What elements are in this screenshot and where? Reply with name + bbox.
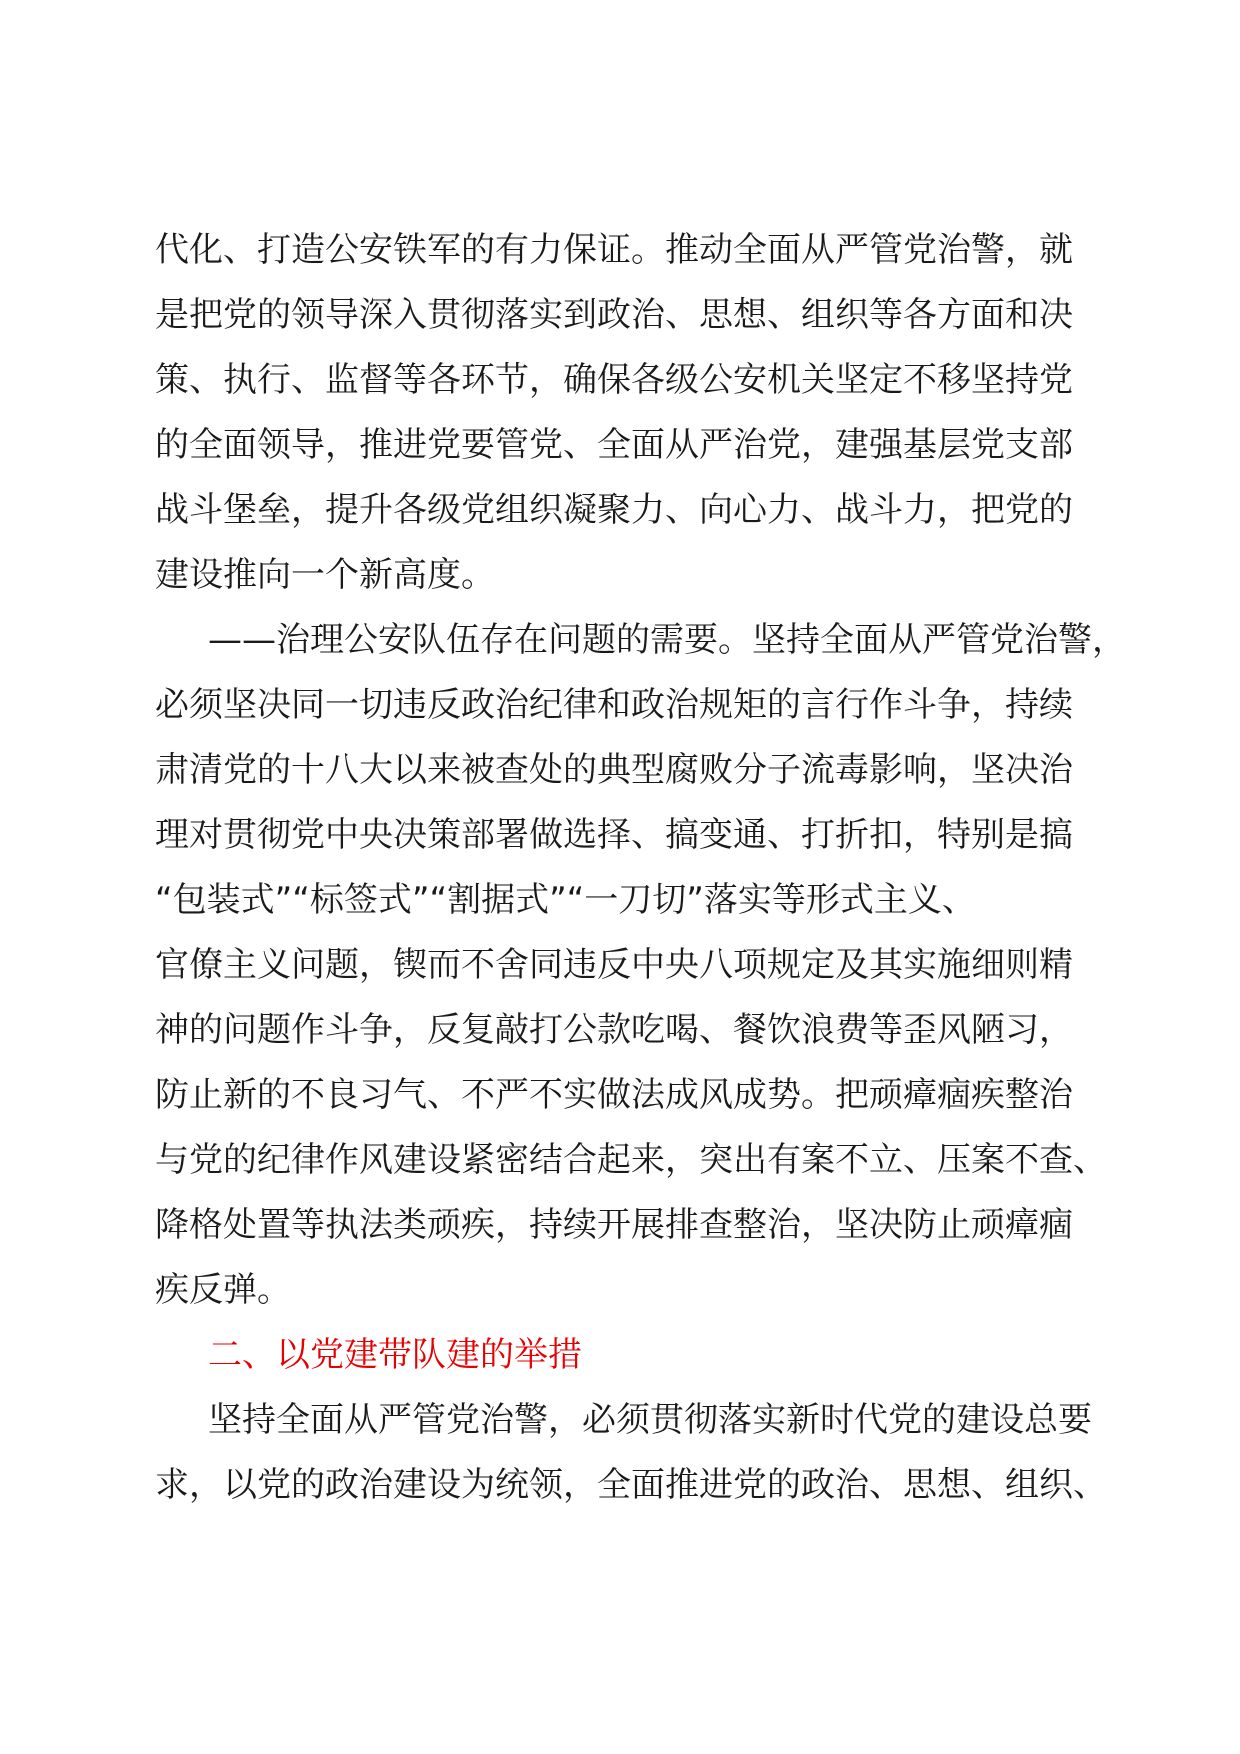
text-line: 防止新的不良习气、不严不实做法成风成势。把顽瘴痼疾整治 [155, 1075, 1073, 1115]
document-body [155, 218, 1126, 1518]
text-line: 必须坚决同一切违反政治纪律和政治规矩的言行作斗争，持续 [155, 685, 1073, 725]
text-line: 理对贯彻党中央决策部署做选择、搞变通、打折扣，特别是搞 [155, 815, 1073, 855]
text-line: 是把党的领导深入贯彻落实到政治、思想、组织等各方面和决 [155, 295, 1073, 335]
text-line: 建设推向一个新高度。 [155, 555, 495, 595]
section-heading: 二、以党建带队建的举措 [208, 1335, 582, 1375]
text-line: 战斗堡垒，提升各级党组织凝聚力、向心力、战斗力，把党的 [155, 490, 1073, 530]
paragraph-start-line: ——治理公安队伍存在问题的需要。坚持全面从严管党治警， [208, 620, 1126, 660]
text-line: 的全面领导，推进党要管党、全面从严治党，建强基层党支部 [155, 425, 1073, 465]
text-line: 求，以党的政治建设为统领，全面推进党的政治、思想、组织、 [155, 1465, 1107, 1505]
text-line: 官僚主义问题，锲而不舍同违反中央八项规定及其实施细则精 [155, 945, 1073, 985]
text-line: 神的问题作斗争，反复敲打公款吃喝、餐饮浪费等歪风陋习， [155, 1010, 1073, 1050]
text-line: 策、执行、监督等各环节，确保各级公安机关坚定不移坚持党 [155, 360, 1073, 400]
text-line: “包装式”“标签式”“割据式”“一刀切”落实等形式主义、 [155, 880, 976, 920]
paragraph-start-line: 坚持全面从严管党治警，必须贯彻落实新时代党的建设总要 [208, 1400, 1092, 1440]
text-line: 疾反弹。 [155, 1270, 291, 1310]
text-line: 降格处置等执法类顽疾，持续开展排查整治，坚决防止顽瘴痼 [155, 1205, 1073, 1245]
text-line: 肃清党的十八大以来被查处的典型腐败分子流毒影响，坚决治 [155, 750, 1073, 790]
text-line: 与党的纪律作风建设紧密结合起来，突出有案不立、压案不查、 [155, 1140, 1107, 1180]
text-line: 代化、打造公安铁军的有力保证。推动全面从严管党治警，就 [155, 230, 1073, 270]
